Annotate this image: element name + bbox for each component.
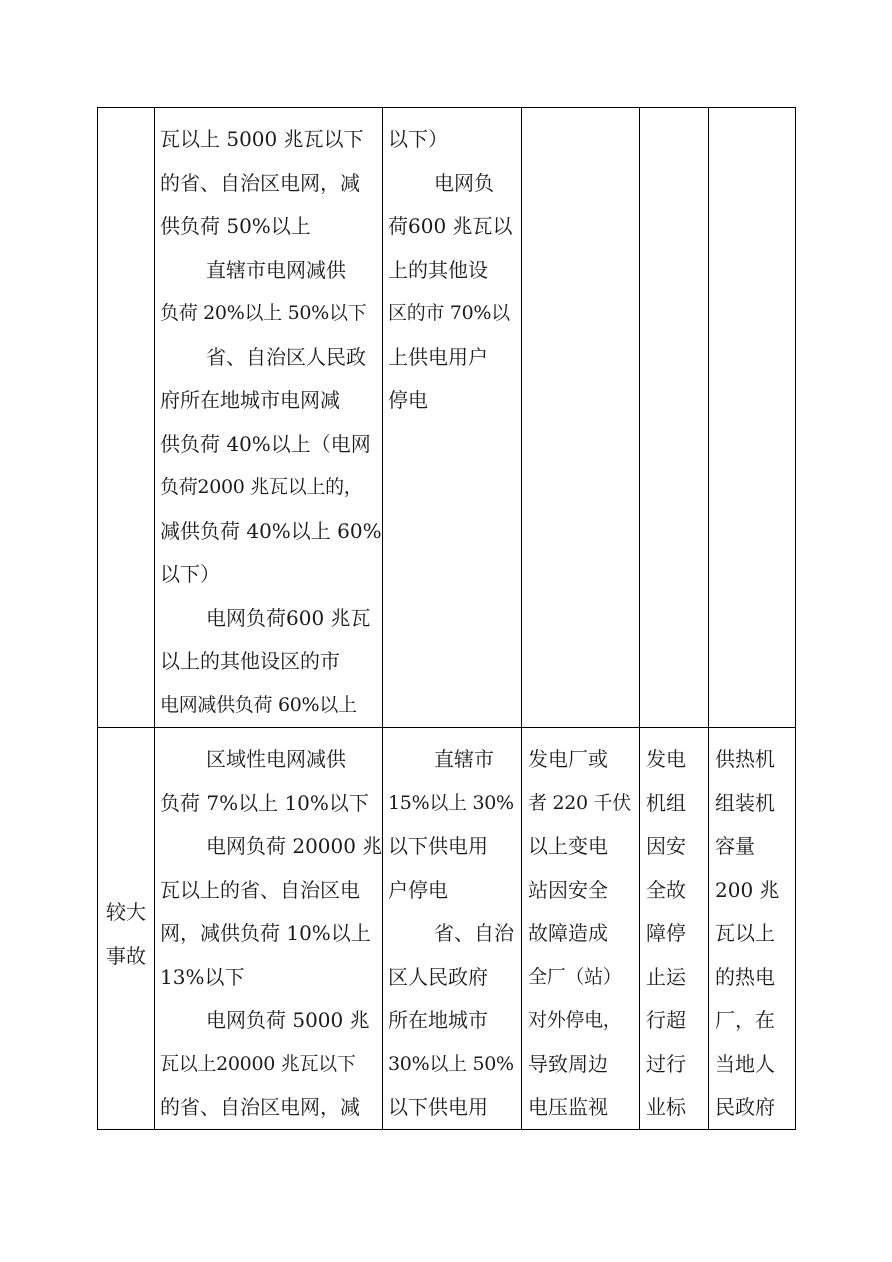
heat-text-line: 民政府 xyxy=(715,1095,775,1119)
data-table xyxy=(97,107,796,1130)
unit-text-line: 障停 xyxy=(646,921,686,945)
users-text-line: 停电 xyxy=(388,388,428,412)
row1-grid-cell xyxy=(160,118,382,727)
row1-category-cell xyxy=(98,108,154,727)
unit-text-line: 业标 xyxy=(646,1095,686,1119)
plant-text-line: 导致周边 xyxy=(528,1051,608,1076)
plant-text-line: 电压监视 xyxy=(528,1095,608,1119)
grid-text-line: 府所在地城市电网减 xyxy=(160,388,340,412)
row1-users-cell xyxy=(388,118,521,423)
table-border-right xyxy=(795,107,796,1130)
unit-text-line: 止运 xyxy=(646,964,686,989)
users-text-line: 以下） xyxy=(388,127,448,151)
users-text-line: 直辖市 xyxy=(434,747,494,771)
plant-text-line: 以上变电 xyxy=(528,834,608,858)
plant-text-line: 对外停电， xyxy=(528,1009,622,1031)
column-divider xyxy=(382,107,383,1130)
row1-heat-cell xyxy=(709,108,795,727)
users-text-line: 省、自治 xyxy=(434,921,514,945)
row1-unit-cell xyxy=(640,108,708,727)
users-text-line: 30%以上 50% xyxy=(388,1052,514,1075)
heat-text-line: 供热机 xyxy=(715,747,775,771)
row2-users-cell xyxy=(388,738,521,1130)
row1-plant-cell xyxy=(522,108,639,727)
row2-category-cell xyxy=(98,891,154,978)
unit-text-line: 过行 xyxy=(646,1051,686,1076)
heat-text-line: 当地人 xyxy=(715,1051,775,1076)
users-text-line: 区的市 70%以 xyxy=(388,302,510,324)
heat-text-line: 的热电 xyxy=(715,964,775,989)
grid-text-line: 减供负荷 40%以上 60% xyxy=(160,518,382,543)
grid-text-line: 负荷 7%以上 10%以下 xyxy=(160,790,369,815)
unit-text-line: 机组 xyxy=(646,790,686,815)
heat-text-line: 200 兆 xyxy=(715,877,780,902)
plant-text-line: 故障造成 xyxy=(528,921,608,945)
plant-text-line: 站因安全 xyxy=(528,877,608,902)
grid-text-line: 直辖市电网减供 xyxy=(206,257,346,282)
grid-text-line: 电网负荷 5000 兆 xyxy=(206,1008,370,1032)
grid-text-line: 以下） xyxy=(160,562,220,586)
row-divider xyxy=(97,727,796,728)
plant-text-line: 发电厂或 xyxy=(528,747,608,771)
heat-text-line: 厂，在 xyxy=(715,1008,775,1032)
users-text-line: 户停电 xyxy=(388,877,448,902)
grid-text-line: 瓦以上 5000 兆瓦以下 xyxy=(160,127,364,151)
heat-text-line: 容量 xyxy=(715,834,755,858)
grid-text-line: 以上的其他设区的市 xyxy=(160,649,340,673)
users-text-line: 电网负 xyxy=(434,170,494,195)
users-text-line: 荷600 兆瓦以 xyxy=(388,214,513,238)
grid-text-line: 的省、自治区电网，减 xyxy=(160,170,360,195)
grid-text-line: 供负荷 40%以上（电网 xyxy=(160,431,371,456)
plant-text-line: 全厂（站） xyxy=(528,965,622,988)
row2-unit-cell xyxy=(646,738,708,1130)
grid-text-line: 区域性电网减供 xyxy=(206,747,346,771)
category-label-line: 较大 xyxy=(106,900,146,924)
row2-grid-cell xyxy=(160,738,382,1130)
unit-text-line: 行超 xyxy=(646,1008,686,1032)
grid-text-line: 13%以下 xyxy=(160,964,245,989)
users-text-line: 区人民政府 xyxy=(388,964,488,989)
unit-text-line: 发电 xyxy=(646,747,686,771)
column-divider xyxy=(154,107,155,1130)
users-text-line: 以下供电用 xyxy=(388,834,488,858)
plant-text-line: 者 220 千伏 xyxy=(528,791,631,814)
heat-text-line: 组装机 xyxy=(715,790,775,815)
grid-text-line: 供负荷 50%以上 xyxy=(160,214,311,238)
unit-text-line: 全故 xyxy=(646,877,686,902)
row2-plant-cell xyxy=(528,738,639,1130)
users-text-line: 上的其他设 xyxy=(388,257,488,282)
grid-text-line: 瓦以上20000 兆瓦以下 xyxy=(160,1052,356,1075)
grid-text-line: 负荷 20%以上 50%以下 xyxy=(160,302,367,324)
heat-text-line: 瓦以上 xyxy=(715,921,775,945)
users-text-line: 15%以上 30% xyxy=(388,791,514,814)
unit-text-line: 因安 xyxy=(646,834,686,858)
grid-text-line: 省、自治区人民政 xyxy=(206,344,366,369)
grid-text-line: 负荷2000 兆瓦以上的， xyxy=(160,476,363,498)
grid-text-line: 瓦以上的省、自治区电 xyxy=(160,877,360,902)
grid-text-line: 的省、自治区电网，减 xyxy=(160,1095,360,1119)
users-text-line: 上供电用户 xyxy=(388,344,488,369)
row2-heat-cell xyxy=(715,738,795,1130)
users-text-line: 以下供电用 xyxy=(388,1095,488,1119)
category-label-line: 事故 xyxy=(106,943,146,968)
grid-text-line: 电网负荷600 兆瓦 xyxy=(206,605,371,630)
users-text-line: 所在地城市 xyxy=(388,1008,488,1032)
grid-text-line: 电网减供负荷 60%以上 xyxy=(160,693,357,716)
grid-text-line: 网，减供负荷 10%以上 xyxy=(160,921,371,945)
grid-text-line: 电网负荷 20000 兆 xyxy=(206,834,383,858)
